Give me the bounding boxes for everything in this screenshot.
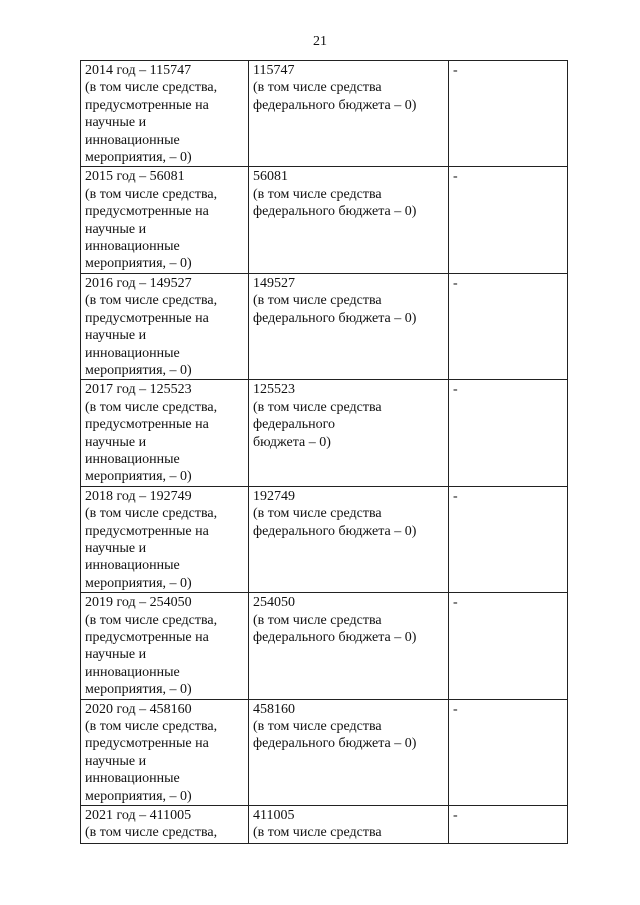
budget-amount-cell [249, 61, 449, 167]
year-total-cell [81, 61, 249, 167]
year-total-line: 2017 год – 125523 [85, 382, 192, 398]
budget-amount-line: федерального бюджета – 0) [253, 630, 417, 645]
other-source-value: - [453, 63, 458, 78]
budget-amount-line: 125523 [253, 382, 295, 398]
year-total-line: предусмотренные на [85, 310, 209, 326]
budget-amount-line: федерального бюджета – 0) [253, 310, 417, 326]
year-total-line: 2020 год – 458160 [85, 701, 192, 717]
budget-amount-line: (в том числе средства [253, 612, 382, 628]
budget-amount-line: 56081 [253, 169, 288, 185]
budget-amount-line: федерального бюджета – 0) [253, 204, 417, 220]
year-total-line: (в том числе средства, [85, 612, 218, 628]
budget-amount-line: бюджета – 0) [253, 434, 331, 450]
year-total-line: (в том числе средства, [85, 80, 218, 96]
year-total-line: 2021 год – 411005 [85, 808, 192, 824]
year-total-line: предусмотренные на [85, 204, 209, 220]
year-total-line: (в том числе средства, [85, 399, 218, 415]
year-total-line: инновационные [85, 771, 180, 787]
other-source-cell [449, 699, 568, 805]
year-total-cell [81, 593, 249, 699]
other-source-value: - [453, 488, 458, 504]
year-total-line: мероприятия, – 0) [85, 256, 192, 272]
year-total-line: инновационные [85, 239, 180, 255]
year-total-line: предусмотренные на [85, 630, 209, 645]
year-total-line: мероприятия, – 0) [85, 788, 192, 804]
budget-amount-line: (в том числе средства [253, 80, 382, 96]
year-total-line: инновационные [85, 132, 180, 148]
year-total-line: научные и [85, 115, 147, 131]
budget-amount-line: (в том числе средства [253, 825, 382, 841]
budget-amount-line: 458160 [253, 701, 295, 717]
year-total-cell [81, 486, 249, 592]
year-total-line: 2016 год – 149527 [85, 275, 192, 291]
budget-amount-cell [249, 486, 449, 592]
budget-amount-line: (в том числе средства [253, 506, 382, 522]
other-source-value: - [453, 595, 458, 611]
table-row [81, 380, 568, 486]
funding-table [80, 60, 568, 844]
table-row [81, 486, 568, 592]
budget-amount-line: 115747 [253, 63, 295, 78]
table-row [81, 273, 568, 379]
budget-amount-line: (в том числе средства [253, 293, 382, 309]
budget-amount-cell [249, 699, 449, 805]
year-total-line: мероприятия, – 0) [85, 150, 192, 166]
budget-amount-cell [249, 380, 449, 486]
year-total-line: предусмотренные на [85, 97, 209, 113]
year-total-line: научные и [85, 647, 147, 663]
year-total-line: предусмотренные на [85, 417, 209, 433]
budget-amount-line: 149527 [253, 275, 295, 291]
other-source-value: - [453, 808, 458, 824]
table-body [81, 61, 568, 844]
year-total-line: предусмотренные на [85, 523, 209, 539]
year-total-line: (в том числе средства, [85, 186, 218, 202]
other-source-value: - [453, 275, 458, 291]
other-source-cell [449, 273, 568, 379]
other-source-value: - [453, 169, 458, 185]
page-number: 21 [313, 34, 327, 49]
other-source-cell [449, 380, 568, 486]
budget-amount-line: 411005 [253, 808, 295, 824]
other-source-cell [449, 593, 568, 699]
year-total-line: (в том числе средства, [85, 506, 218, 522]
budget-amount-cell [249, 806, 449, 844]
other-source-value: - [453, 701, 458, 717]
other-source-cell [449, 61, 568, 167]
year-total-line: 2018 год – 192749 [85, 488, 192, 504]
budget-amount-line: федерального бюджета – 0) [253, 523, 417, 539]
budget-amount-line: 254050 [253, 595, 295, 611]
year-total-line: научные и [85, 753, 147, 769]
year-total-line: мероприятия, – 0) [85, 682, 192, 698]
year-total-line: научные и [85, 434, 147, 450]
table-row [81, 699, 568, 805]
year-total-line: научные и [85, 221, 147, 237]
budget-amount-cell [249, 167, 449, 273]
year-total-line: инновационные [85, 664, 180, 680]
table-row [81, 593, 568, 699]
other-source-cell [449, 806, 568, 844]
budget-amount-line: (в том числе средства [253, 399, 382, 415]
year-total-line: (в том числе средства, [85, 293, 218, 309]
budget-amount-line: федерального бюджета – 0) [253, 736, 417, 752]
year-total-cell [81, 167, 249, 273]
year-total-cell [81, 273, 249, 379]
year-total-line: научные и [85, 328, 147, 344]
budget-amount-line: (в том числе средства [253, 186, 382, 202]
other-source-cell [449, 167, 568, 273]
year-total-line: (в том числе средства, [85, 719, 218, 735]
budget-amount-line: федерального [253, 417, 336, 433]
year-total-line: предусмотренные на [85, 736, 209, 752]
year-total-line: 2015 год – 56081 [85, 169, 185, 185]
budget-amount-line: 192749 [253, 488, 295, 504]
budget-amount-line: (в том числе средства [253, 719, 382, 735]
year-total-cell [81, 806, 249, 844]
year-total-line: мероприятия, – 0) [85, 362, 192, 378]
other-source-value: - [453, 382, 458, 398]
year-total-line: мероприятия, – 0) [85, 469, 192, 485]
year-total-line: мероприятия, – 0) [85, 575, 192, 591]
other-source-cell [449, 486, 568, 592]
budget-amount-line: федерального бюджета – 0) [253, 97, 417, 113]
year-total-line: научные и [85, 540, 147, 556]
budget-amount-cell [249, 273, 449, 379]
year-total-line: инновационные [85, 558, 180, 574]
year-total-line: (в том числе средства, [85, 825, 218, 841]
year-total-line: инновационные [85, 345, 180, 361]
table-row [81, 806, 568, 844]
budget-amount-cell [249, 593, 449, 699]
year-total-line: 2014 год – 115747 [85, 63, 192, 78]
table-row [81, 167, 568, 273]
table-row [81, 61, 568, 167]
year-total-line: 2019 год – 254050 [85, 595, 192, 611]
year-total-line: инновационные [85, 451, 180, 467]
year-total-cell [81, 380, 249, 486]
year-total-cell [81, 699, 249, 805]
